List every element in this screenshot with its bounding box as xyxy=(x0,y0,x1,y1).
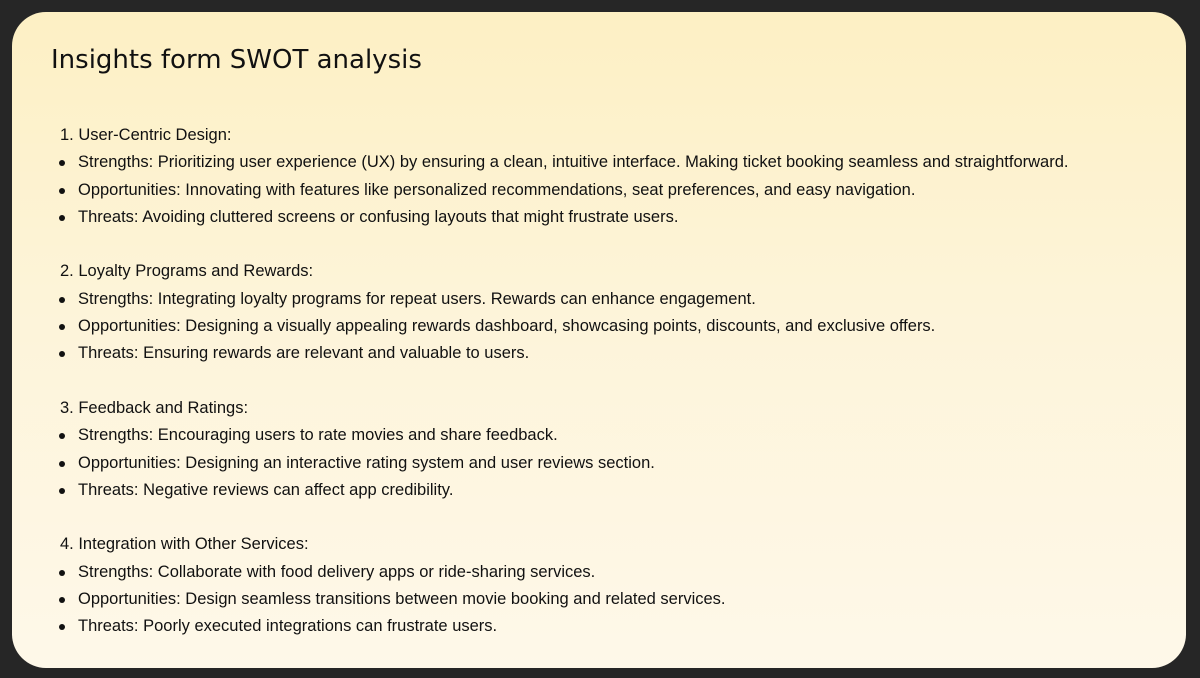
section-heading: 3. Feedback and Ratings: xyxy=(60,398,249,417)
bullet-icon xyxy=(59,297,65,303)
bullet-icon xyxy=(59,488,65,494)
list-item xyxy=(51,313,1186,340)
bullet-icon xyxy=(59,433,65,439)
list-item xyxy=(51,204,1186,231)
bullet-icon xyxy=(59,461,65,467)
bullet-icon xyxy=(59,188,65,194)
section-heading: 2. Loyalty Programs and Rewards: xyxy=(60,262,314,281)
section-heading: 1. User-Centric Design: xyxy=(60,126,232,144)
swot-insights-card xyxy=(12,12,1186,668)
section-loyalty-programs xyxy=(51,258,1186,367)
sections-list xyxy=(51,122,1186,641)
section-user-centric-design xyxy=(51,122,1186,231)
section-points xyxy=(51,559,1186,641)
bullet-icon xyxy=(59,324,65,330)
point-text: Opportunities: Design seamless transitions between movie booking and related services. xyxy=(78,590,726,609)
bullet-icon xyxy=(59,351,65,357)
list-item xyxy=(51,286,1186,313)
point-text: Opportunities: Innovating with features like personalized recommendations, seat preferences, and easy navigation. xyxy=(78,180,916,199)
section-feedback-ratings xyxy=(51,395,1186,504)
bullet-icon xyxy=(59,597,65,603)
list-item xyxy=(51,177,1186,204)
list-item xyxy=(51,149,1186,176)
page-title: Insights form SWOT analysis xyxy=(51,45,422,75)
list-item xyxy=(51,450,1186,477)
bullet-icon xyxy=(59,160,65,166)
point-text: Threats: Ensuring rewards are relevant and valuable to users. xyxy=(78,344,530,363)
section-points xyxy=(51,422,1186,504)
section-points xyxy=(51,286,1186,368)
list-item xyxy=(51,559,1186,586)
point-text: Strengths: Prioritizing user experience (UX) by ensuring a clean, intuitive interface. Making ticket booking seamless and straightforward. xyxy=(78,153,1069,172)
section-integration-services xyxy=(51,531,1186,640)
list-item xyxy=(51,422,1186,449)
point-text: Opportunities: Designing a visually appealing rewards dashboard, showcasing points, discounts, and exclusive offers. xyxy=(78,317,936,336)
list-item xyxy=(51,586,1186,613)
point-text: Threats: Avoiding cluttered screens or confusing layouts that might frustrate users. xyxy=(78,207,679,226)
point-text: Strengths: Encouraging users to rate movies and share feedback. xyxy=(78,426,558,445)
point-text: Strengths: Integrating loyalty programs for repeat users. Rewards can enhance engagement. xyxy=(78,289,756,308)
point-text: Threats: Negative reviews can affect app credibility. xyxy=(78,480,454,499)
section-heading: 4. Integration with Other Services: xyxy=(60,535,309,554)
section-points xyxy=(51,149,1186,231)
bullet-icon xyxy=(59,215,65,221)
bullet-icon xyxy=(59,570,65,576)
point-text: Threats: Poorly executed integrations can frustrate users. xyxy=(78,617,498,636)
bullet-icon xyxy=(59,624,65,630)
list-item xyxy=(51,613,1186,640)
point-text: Opportunities: Designing an interactive rating system and user reviews section. xyxy=(78,453,655,472)
list-item xyxy=(51,340,1186,367)
list-item xyxy=(51,477,1186,504)
point-text: Strengths: Collaborate with food delivery apps or ride-sharing services. xyxy=(78,562,596,581)
